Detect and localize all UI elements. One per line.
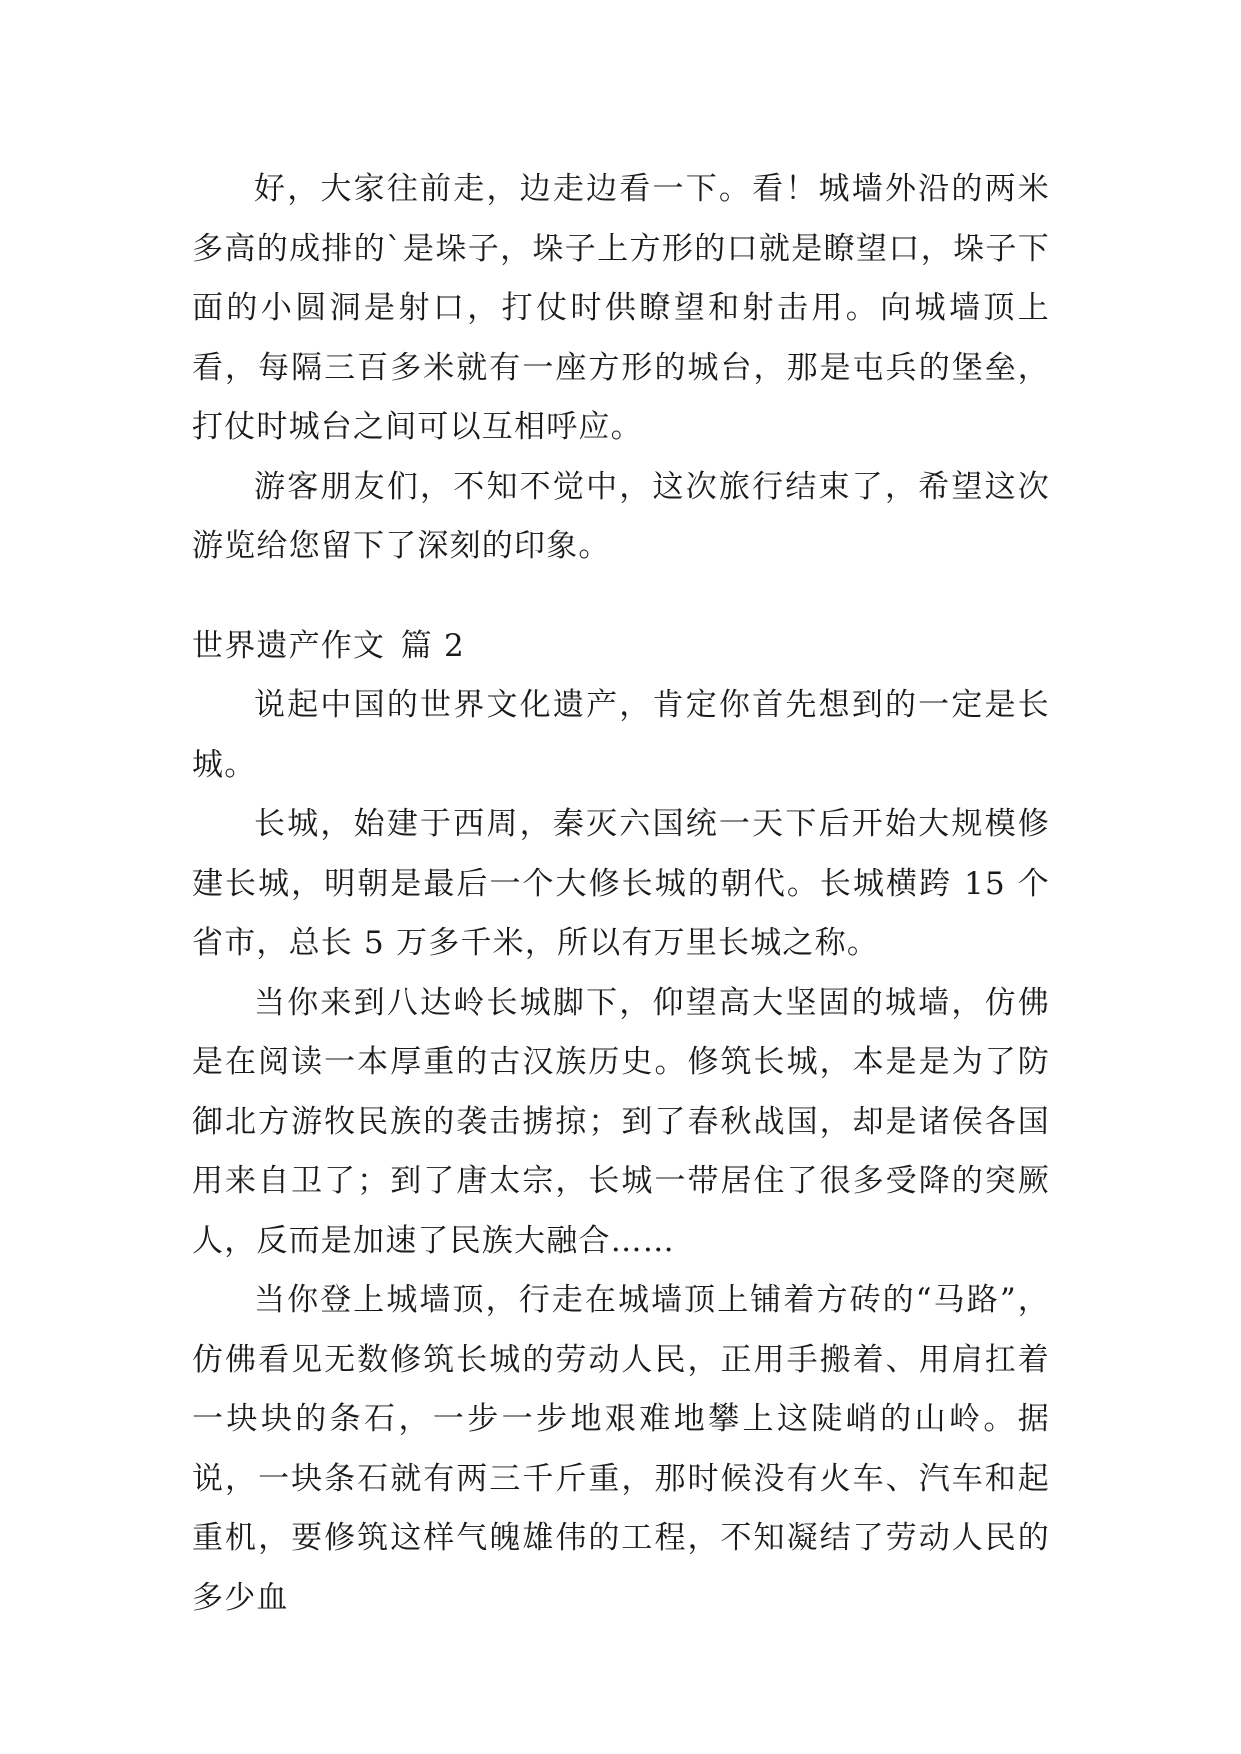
section-heading-title: 世界遗产作文 xyxy=(192,627,386,664)
section-heading-number: 篇 2 xyxy=(400,627,465,664)
paragraph-rampart-description: 好，大家往前走，边走边看一下。看！城墙外沿的两米多高的成排的`是垛子，垛子上方形的口就是瞭望口，垛子下面的小圆洞是射口，打仗时供瞭望和射击用。向城墙顶上看，每隔三百多米就有一座方形的城台，那是屯兵的堡垒，打仗时城台之间可以互相呼应。 xyxy=(192,171,1050,445)
paragraph-great-wall-intro: 说起中国的世界文化遗产，肯定你首先想到的一定是长城。 xyxy=(192,687,1050,783)
paragraph-tour-ending: 游客朋友们，不知不觉中，这次旅行结束了，希望这次游览给您留下了深刻的印象。 xyxy=(192,468,1050,564)
paragraph-great-wall-history: 长城，始建于西周，秦灭六国统一天下后开始大规模修建长城，明朝是最后一个大修长城的朝代。长城横跨 15 个省市，总长 5 万多千米，所以有万里长城之称。 xyxy=(192,806,1050,961)
document-page xyxy=(192,160,1050,1628)
paragraph-wall-top: 当你登上城墙顶，行走在城墙顶上铺着方砖的“马路”，仿佛看见无数修筑长城的劳动人民，正用手搬着、用肩扛着一块块的条石，一步一步地艰难地攀上这陡峭的山岭。据说，一块条石就有两三千斤重，那时候没有火车、汽车和起重机，要修筑这样气魄雄伟的工程，不知凝结了劳动人民的多少血 xyxy=(192,1282,1050,1616)
section-heading xyxy=(192,617,1050,677)
paragraph-badaling: 当你来到八达岭长城脚下，仰望高大坚固的城墙，仿佛是在阅读一本厚重的古汉族历史。修筑长城，本是是为了防御北方游牧民族的袭击掳掠；到了春秋战国，却是诸侯各国用来自卫了；到了唐太宗，长城一带居住了很多受降的突厥人，反而是加速了民族大融合…… xyxy=(192,984,1050,1259)
